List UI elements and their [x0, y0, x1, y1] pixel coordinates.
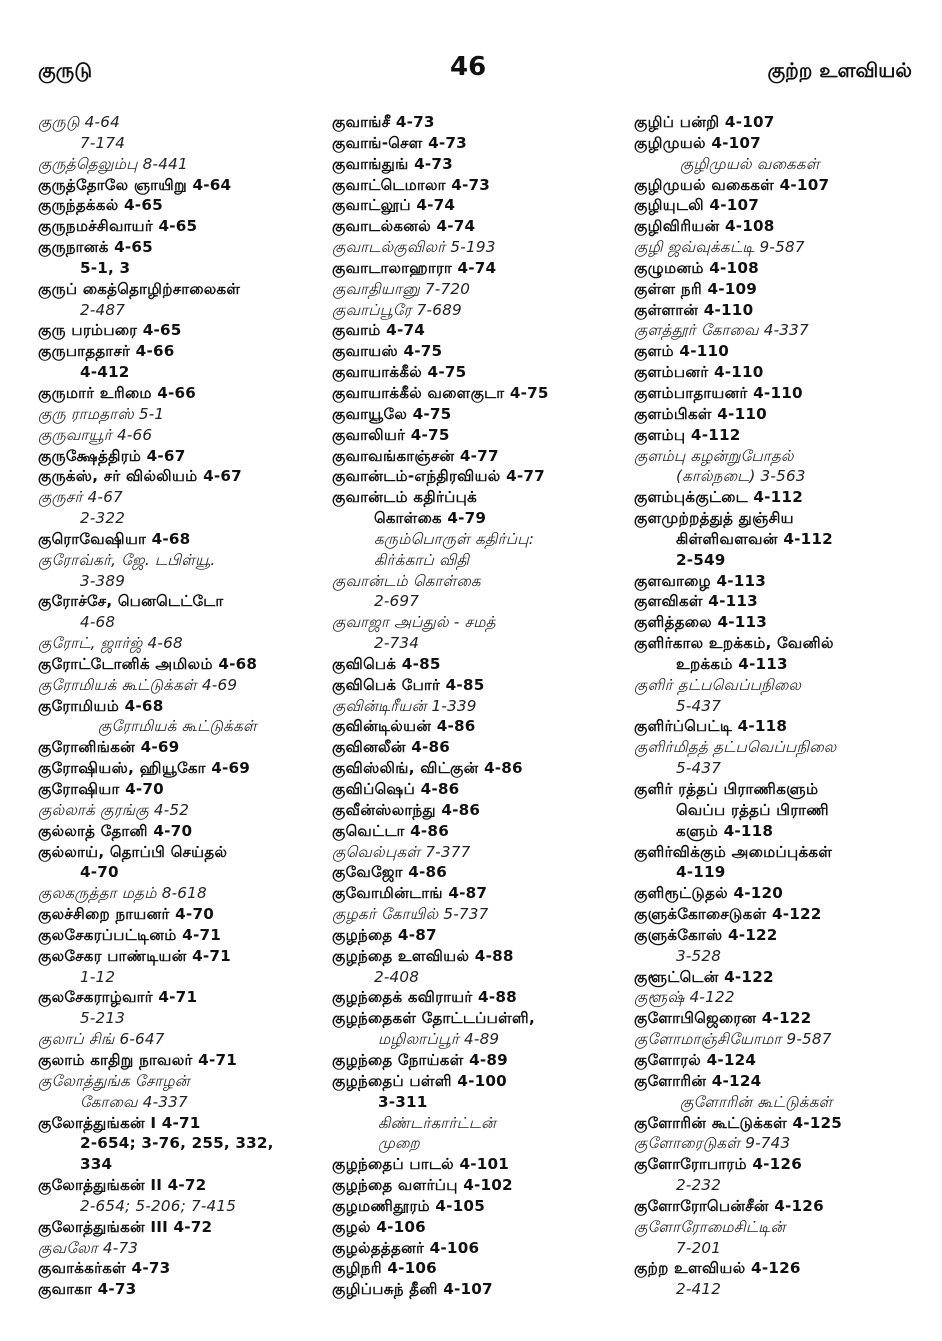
- index-subentry: 3-311: [378, 1092, 428, 1111]
- index-entry: குரோமியக் கூட்டுக்கள் 4-69: [38, 675, 238, 694]
- index-entry: குவாஜா அப்துல் - சமத்: [332, 613, 496, 632]
- index-entry: குவலோ 4-73: [38, 1238, 139, 1257]
- index-subentry: குளோரின் கூட்டுக்கள்: [680, 1092, 833, 1111]
- index-entry: குளிர்ப்பெட்டி 4-118: [634, 717, 788, 736]
- index-entry: குளோரைடுகள் 9-743: [634, 1134, 791, 1153]
- index-subentry: கொள்கை 4-79: [374, 509, 487, 528]
- index-entry: குலசேகர பாண்டியன் 4-71: [38, 946, 231, 965]
- index-entry: குழந்தைக் கவிராயர் 4-88: [332, 988, 517, 1007]
- index-entry: குளிர் தட்பவெப்பநிலை: [634, 675, 802, 694]
- index-entry: குவெல்புகள் 7-377: [332, 842, 471, 861]
- index-column-3: [634, 112, 934, 1300]
- index-entry: குரோமியம் 4-68: [38, 696, 164, 715]
- index-entry: குவாயூலே 4-75: [332, 404, 452, 423]
- index-entry: குள்ள நரி 4-109: [634, 279, 758, 298]
- index-entry: குலோத்துங்கன் II 4-72: [38, 1176, 207, 1195]
- index-entry: குளவிகள் 4-113: [634, 592, 758, 611]
- index-entry: குவினலீன் 4-86: [332, 738, 451, 757]
- index-entry: குளோரல் 4-124: [634, 1050, 757, 1069]
- index-entry: குவோமின்டாங் 4-87: [332, 884, 488, 903]
- index-subentry: கிண்டர்கார்ட்டன்: [378, 1113, 497, 1132]
- index-subentry: 334: [80, 1155, 113, 1174]
- index-entry: குரோட், ஜார்ஜ் 4-68: [38, 634, 183, 653]
- index-entry: குவாயாக்கீல் 4-75: [332, 363, 467, 382]
- index-entry: குவிப்ஷெப் 4-86: [332, 780, 460, 798]
- index-entry: குளோமாஞ்சியோமா 9-587: [634, 1030, 832, 1049]
- index-entry: குவாங்-செள 4-73: [332, 133, 467, 152]
- index-entry: குழமணிதூரம் 4-105: [332, 1196, 485, 1215]
- index-entry: குவாவங்காஞ்சன் 4-77: [332, 446, 499, 465]
- index-entry: குழிமுயல் வகைகள் 4-107: [634, 175, 830, 194]
- index-entry: குவான்டம் கதிர்ப்புக்: [332, 488, 478, 507]
- index-entry: குலாம் காதிறு நாவலர் 4-71: [38, 1050, 237, 1069]
- index-entry: குவாடாலாஹாரா 4-74: [332, 258, 497, 277]
- index-entry: குவாப்பூரே 7-689: [332, 300, 462, 319]
- index-entry: குழிப் பன்றி 4-107: [634, 113, 775, 131]
- index-entry: குளிர் ரத்தப் பிராணிகளும்: [634, 780, 819, 798]
- index-entry: குவின்டிரீயன் 1-339: [332, 696, 477, 715]
- index-entry: குருமார் உரிமை 4-66: [38, 383, 197, 402]
- index-entry: குவாயாக்கீல் வளைகுடா 4-75: [332, 383, 549, 402]
- index-entry: குலோத்துங்கன் I 4-71: [38, 1113, 201, 1132]
- index-entry: குளவாழை 4-113: [634, 571, 767, 590]
- index-entry: குரோஷியஸ், ஹியூகோ 4-69: [38, 759, 251, 778]
- index-entry: குழந்தைப் பாடல் 4-101: [332, 1155, 510, 1174]
- index-entry: குற்ற உளவியல் 4-126: [634, 1259, 801, 1278]
- index-subentry: 7-174: [80, 133, 126, 152]
- index-subentry: 2-654; 5-206; 7-415: [80, 1196, 237, 1215]
- index-subentry: 5-437: [676, 759, 722, 778]
- index-entry: குரோச்சே, பெனடெட்டோ: [38, 592, 224, 611]
- index-entry: குவிபெக் 4-85: [332, 654, 441, 673]
- index-entry: குவாதியானு 7-720: [332, 279, 471, 298]
- index-entry: குழந்தைப் பள்ளி 4-100: [332, 1071, 507, 1090]
- index-entry: குழந்தைகள் தோட்டப்பள்ளி,: [332, 1009, 535, 1028]
- index-subentry: 2-322: [80, 509, 126, 528]
- index-subentry: 1-12: [80, 967, 116, 986]
- index-entry: குரோஷியா 4-70: [38, 780, 164, 798]
- index-subentry: முறை: [378, 1134, 420, 1153]
- index-subentry: 7-201: [676, 1238, 722, 1257]
- index-subentry: கிள்ளிவளவன் 4-112: [676, 529, 833, 548]
- index-entry: குளிர்விக்கும் அமைப்புக்கள்: [634, 842, 833, 861]
- index-entry: குவாடல்குவிலர் 5-193: [332, 238, 496, 257]
- index-subentry: 2-697: [374, 592, 420, 611]
- index-entry: குளூஷ் 4-122: [634, 988, 735, 1007]
- index-entry: குவாலியர் 4-75: [332, 425, 450, 444]
- index-entry: குளத்தூர் கோவை 4-337: [634, 321, 809, 340]
- index-entry: குவாடல்கனல் 4-74: [332, 217, 476, 236]
- index-column-1: [38, 112, 338, 1300]
- index-subentry: 2-654; 3-76, 255, 332,: [80, 1134, 274, 1153]
- index-subentry: 5-213: [80, 1009, 126, 1028]
- index-entry: குருத்தோலே ஞாயிறு 4-64: [38, 175, 232, 194]
- index-entry: குருப் கைத்தொழிற்சாலைகள்: [38, 279, 241, 298]
- index-entry: குவேஜோ 4-86: [332, 863, 448, 882]
- index-entry: குருந்தக்கல் 4-65: [38, 196, 163, 215]
- index-entry: குலோத்துங்க சோழன்: [38, 1071, 190, 1090]
- index-entry: குவின்டில்யன் 4-86: [332, 717, 476, 736]
- index-entry: குருக்ஸ், சர் வில்லியம் 4-67: [38, 467, 242, 486]
- index-entry: குளுக்கோஸ் 4-122: [634, 925, 778, 944]
- index-entry: குளமுற்றத்துத் துஞ்சிய: [634, 509, 794, 528]
- index-entry: குளம்பனர் 4-110: [634, 363, 764, 382]
- index-entry: குளம்பிகள் 4-110: [634, 404, 767, 423]
- index-entry: குளிர்மிதத் தட்பவெப்பநிலை: [634, 738, 837, 757]
- index-entry: குவாக்கர்கள் 4-73: [38, 1259, 171, 1278]
- index-entry: குளிரூட்டுதல் 4-120: [634, 884, 784, 903]
- index-entry: குரோட்டோனிக் அமிலம் 4-68: [38, 654, 258, 673]
- index-subentry: 4-70: [80, 863, 119, 882]
- index-entry: குழி ஜவ்வுக்கட்டி 9-587: [634, 238, 805, 257]
- index-entry: குவிபெக் போர் 4-85: [332, 675, 485, 694]
- index-entry: குழந்தை வளர்ப்பு 4-102: [332, 1176, 513, 1195]
- index-entry: குளிர்கால உறக்கம், வேனில்: [634, 634, 834, 653]
- index-subentry: 3-528: [676, 946, 722, 965]
- index-subentry: கோவை 4-337: [80, 1092, 188, 1111]
- index-subentry: 2-408: [374, 967, 420, 986]
- index-entry: குலசேகரப்பட்டினம் 4-71: [38, 925, 221, 944]
- running-head-left: குருடு: [38, 58, 93, 82]
- index-subentry: (கால்நடை) 3-563: [676, 467, 806, 486]
- index-entry: குழிவிரியன் 4-108: [634, 217, 775, 236]
- index-subentry: கிர்க்காப் விதி: [374, 550, 470, 569]
- index-subentry: கரும்பொருள் கதிர்ப்பு:: [374, 529, 535, 548]
- index-subentry: 5-1, 3: [80, 258, 131, 277]
- index-entry: குருநானக் 4-65: [38, 238, 153, 257]
- index-entry: குலகருத்தா மதம் 8-618: [38, 884, 207, 903]
- index-entry: குழிநரி 4-106: [332, 1259, 437, 1278]
- index-subentry: 2-734: [374, 634, 420, 653]
- index-entry: குருடு 4-64: [38, 113, 120, 131]
- index-subentry: 2-549: [676, 550, 726, 569]
- index-entry: குருவாயூர் 4-66: [38, 425, 153, 444]
- index-entry: குருத்தெலும்பு 8-441: [38, 154, 188, 173]
- index-entry: குருபாததாசர் 4-66: [38, 342, 175, 361]
- index-entry: குரு பரம்பரை 4-65: [38, 321, 182, 340]
- index-entry: குலாப் சிங் 6-647: [38, 1030, 165, 1049]
- index-entry: குளுக்கோசைடுகள் 4-122: [634, 905, 822, 924]
- index-entry: குளோரின் கூட்டுக்கள் 4-125: [634, 1113, 843, 1132]
- index-entry: குவாயஸ் 4-75: [332, 342, 443, 361]
- page-header: [0, 52, 942, 92]
- index-entry: குல்லாத் தோனி 4-70: [38, 821, 193, 840]
- index-subentry: 3-389: [80, 571, 126, 590]
- index-entry: குவாங்சீ 4-73: [332, 113, 435, 131]
- index-entry: குரோனிங்கன் 4-69: [38, 738, 180, 757]
- index-entry: குல்லாக் குரங்கு 4-52: [38, 800, 190, 819]
- index-entry: குழகர் கோயில் 5-737: [332, 905, 489, 924]
- index-subentry: உறக்கம் 4-113: [676, 654, 788, 673]
- running-head-right: குற்ற உளவியல்: [767, 58, 912, 82]
- index-entry: குழிமுயல் 4-107: [634, 133, 761, 152]
- index-entry: குளோரோபென்சீன் 4-126: [634, 1196, 824, 1215]
- index-entry: குலோத்துங்கன் III 4-72: [38, 1217, 213, 1236]
- index-entry: குளம்பாதாயனர் 4-110: [634, 383, 803, 402]
- index-entry: குளம்பு கழன்றுபோதல்: [634, 446, 794, 465]
- index-subentry: மழிலாப்பூர் 4-89: [378, 1030, 500, 1049]
- index-entry: குழந்தை நோய்கள் 4-89: [332, 1050, 508, 1069]
- index-entry: குளம்புக்குட்டை 4-112: [634, 488, 803, 507]
- index-subentry: 5-437: [676, 696, 722, 715]
- index-entry: குருநமச்சிவாயர் 4-65: [38, 217, 198, 236]
- index-subentry: குழிமுயல் வகைகள்: [680, 154, 820, 173]
- index-entry: குளோபிஜெரைன 4-122: [634, 1009, 812, 1028]
- index-entry: குளம் 4-110: [634, 342, 729, 361]
- index-entry: குவாகா 4-73: [38, 1280, 137, 1299]
- index-entry: குவாங்துங் 4-73: [332, 154, 453, 173]
- index-entry: குழல்தத்தனர் 4-106: [332, 1238, 480, 1257]
- index-entry: குளோரோமைசிட்டின்: [634, 1217, 786, 1236]
- index-subentry: குரோமியக் கூட்டுக்கள்: [98, 717, 257, 736]
- index-subentry: களும் 4-118: [676, 821, 774, 840]
- index-subentry: 2-412: [676, 1280, 722, 1299]
- index-entry: குவாட்லூப் 4-74: [332, 196, 456, 215]
- index-entry: குலசேகராழ்வார் 4-71: [38, 988, 198, 1007]
- index-subentry: 4-119: [676, 863, 726, 882]
- index-subentry: 2-487: [80, 300, 126, 319]
- index-column-2: [332, 112, 632, 1300]
- index-entry: குளம்பு 4-112: [634, 425, 741, 444]
- index-subentry: 2-232: [676, 1176, 722, 1195]
- index-subentry: 4-68: [80, 613, 116, 632]
- index-entry: குவான்டம்-எந்திரவியல் 4-77: [332, 467, 545, 486]
- index-entry: குழுமனம் 4-108: [634, 258, 759, 277]
- index-entry: குவாம் 4-74: [332, 321, 425, 340]
- index-entry: குழிப்பசுந் தீனி 4-107: [332, 1280, 493, 1299]
- index-entry: குளித்தலை 4-113: [634, 613, 768, 632]
- index-entry: குவீன்ஸ்லாந்து 4-86: [332, 800, 481, 819]
- index-entry: குருசர் 4-67: [38, 488, 123, 507]
- index-subentry: வெப்ப ரத்தப் பிராணி: [676, 800, 830, 819]
- index-entry: குழல் 4-106: [332, 1217, 426, 1236]
- index-entry: குளோரின் 4-124: [634, 1071, 762, 1090]
- index-entry: குலச்சிறை நாயனர் 4-70: [38, 905, 214, 924]
- page-number: 46: [450, 52, 487, 82]
- index-entry: குழந்தை உளவியல் 4-88: [332, 946, 514, 965]
- index-entry: குரோவ்கர், ஜே. டபிள்யூ.: [38, 550, 216, 569]
- index-entry: குழியுடலி 4-107: [634, 196, 759, 215]
- index-entry: குருக்ஷேத்திரம் 4-67: [38, 446, 186, 465]
- index-entry: குவெட்டா 4-86: [332, 821, 449, 840]
- index-subentry: 4-412: [80, 363, 130, 382]
- index-entry: குள்ளான் 4-110: [634, 300, 754, 319]
- index-entry: குவான்டம் கொள்கை: [332, 571, 481, 590]
- index-entry: குவிஸ்லிங், விட்குன் 4-86: [332, 759, 523, 778]
- index-entry: குல்லாய், தொப்பி செய்தல்: [38, 842, 228, 861]
- index-entry: குளோரோபாரம் 4-126: [634, 1155, 802, 1174]
- index-entry: குரொவேஷியா 4-68: [38, 529, 191, 548]
- index-entry: குளூட்டென் 4-122: [634, 967, 774, 986]
- index-entry: குரு ராமதாஸ் 5-1: [38, 404, 165, 423]
- index-entry: குவாட்டெமாலா 4-73: [332, 175, 491, 194]
- index-entry: குழந்தை 4-87: [332, 925, 437, 944]
